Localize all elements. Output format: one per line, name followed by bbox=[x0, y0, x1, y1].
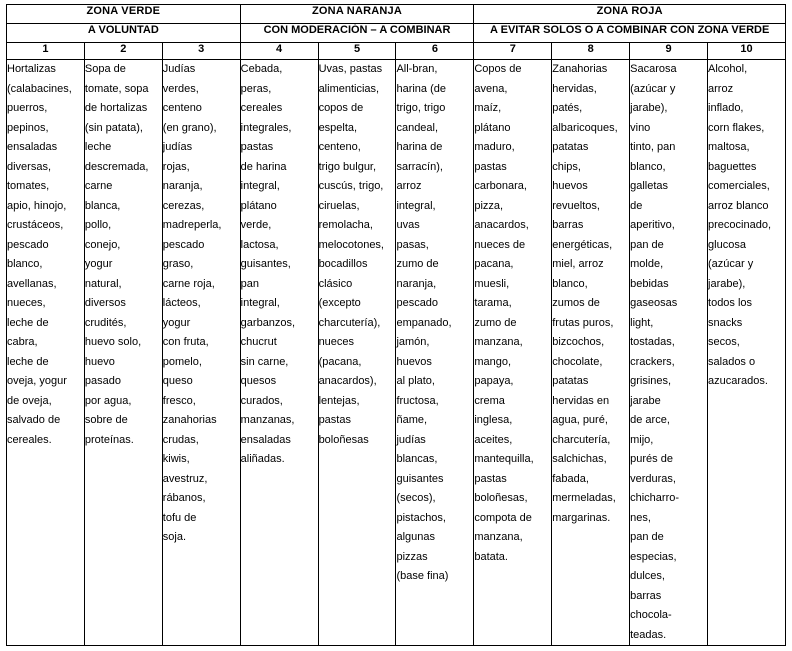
food-line: pastas bbox=[474, 160, 507, 173]
food-line: Sopa de bbox=[84, 63, 126, 75]
food-line: arroz bbox=[396, 180, 422, 192]
food-list-column-10 bbox=[708, 60, 786, 646]
food-line: barras bbox=[630, 589, 662, 602]
food-line: Judías bbox=[162, 63, 196, 75]
food-line: patatas bbox=[552, 141, 589, 153]
food-line: crackers, bbox=[630, 355, 675, 368]
food-line: charcutería), bbox=[318, 316, 381, 329]
column-number-9: 9 bbox=[630, 43, 708, 60]
column-number-10: 10 bbox=[708, 43, 786, 60]
food-line: azucarados. bbox=[708, 375, 768, 387]
food-line: candeal, bbox=[396, 121, 439, 134]
food-line: anacardos, bbox=[474, 219, 529, 231]
food-line: salados o bbox=[708, 355, 756, 368]
column-number-4: 4 bbox=[240, 43, 318, 60]
food-line: crudités, bbox=[84, 316, 127, 329]
food-line: pizzas bbox=[396, 550, 428, 563]
food-line: anacardos), bbox=[318, 375, 377, 387]
column-number-8: 8 bbox=[552, 43, 630, 60]
column-number-2: 2 bbox=[84, 43, 162, 60]
food-list-column-9 bbox=[630, 60, 708, 646]
column-number-6: 6 bbox=[396, 43, 474, 60]
food-line: de oveja, bbox=[7, 394, 52, 407]
food-line: salchichas, bbox=[552, 453, 607, 465]
food-line: natural, bbox=[84, 277, 122, 290]
food-line: charcutería, bbox=[552, 433, 611, 446]
food-line: blanca, bbox=[84, 199, 121, 212]
food-line: barras bbox=[552, 219, 584, 231]
food-list-column-8 bbox=[552, 60, 630, 646]
food-line: snacks bbox=[708, 316, 743, 329]
food-line: zanahorias bbox=[162, 414, 217, 426]
food-line: blanco, bbox=[7, 258, 43, 270]
food-line: de hortalizas bbox=[84, 102, 148, 114]
food-line: judías bbox=[162, 141, 193, 153]
food-line: (azúcar y bbox=[630, 82, 676, 95]
food-line: oveja, yogur bbox=[7, 375, 67, 387]
food-line: garbanzos, bbox=[240, 316, 296, 329]
food-line: compota de bbox=[474, 511, 532, 524]
food-line: verdes, bbox=[162, 82, 199, 95]
food-line: lentejas, bbox=[318, 394, 360, 407]
food-line: inflado, bbox=[708, 102, 744, 114]
food-line: (pacana, bbox=[318, 355, 362, 368]
food-line: descremada, bbox=[84, 160, 149, 173]
food-line: alimenticias, bbox=[318, 82, 380, 95]
food-line: trigo, trigo bbox=[396, 102, 446, 114]
food-line: algunas bbox=[396, 531, 435, 543]
food-line: frutas puros, bbox=[552, 316, 614, 329]
food-line: arroz bbox=[708, 82, 734, 95]
food-line: mango, bbox=[474, 355, 512, 368]
food-line: crudas, bbox=[162, 433, 199, 446]
food-line: manzana, bbox=[474, 336, 523, 348]
food-line: dulces, bbox=[630, 570, 665, 582]
food-line: cereales bbox=[240, 102, 283, 114]
food-line: clásico bbox=[318, 277, 353, 290]
food-line: graso, bbox=[162, 258, 194, 270]
food-line: manzana, bbox=[474, 531, 523, 543]
food-line: fresco, bbox=[162, 394, 196, 407]
food-zones-table bbox=[6, 4, 786, 646]
food-line: pacana, bbox=[474, 258, 514, 270]
food-list-column-7 bbox=[474, 60, 552, 646]
food-line: pan de bbox=[630, 531, 664, 543]
zone-subtitle-row bbox=[7, 24, 786, 43]
food-line: lácteos, bbox=[162, 297, 201, 309]
food-line: patés, bbox=[552, 102, 583, 114]
zone-header-verde: ZONA VERDE bbox=[7, 5, 241, 24]
food-line: nueces bbox=[318, 336, 355, 348]
food-line: centeno bbox=[162, 102, 202, 114]
food-line: pan bbox=[240, 277, 260, 290]
food-line: (sin patata), bbox=[84, 121, 143, 134]
food-line: zumos de bbox=[552, 297, 600, 309]
food-line: plátano bbox=[474, 121, 511, 134]
food-line: salvado de bbox=[7, 414, 61, 426]
food-line: maíz, bbox=[474, 102, 502, 114]
food-line: bebidas bbox=[630, 277, 669, 290]
food-line: tofu de bbox=[162, 511, 197, 524]
food-list-column-5 bbox=[318, 60, 396, 646]
food-line: puerros, bbox=[7, 102, 48, 114]
food-line: yogur bbox=[84, 258, 113, 270]
food-line: lactosa, bbox=[240, 238, 279, 251]
food-line: quesos bbox=[240, 375, 277, 387]
food-line: crema bbox=[474, 394, 505, 407]
food-line: corn flakes, bbox=[708, 121, 765, 134]
food-line: carne bbox=[84, 180, 113, 192]
food-line: apio, hinojo, bbox=[7, 199, 67, 212]
food-line: de harina bbox=[240, 160, 287, 173]
food-list-column-1 bbox=[7, 60, 85, 646]
food-line: cabra, bbox=[7, 336, 38, 348]
food-line: energéticas, bbox=[552, 238, 613, 251]
food-line: light, bbox=[630, 316, 654, 329]
food-line: (secos), bbox=[396, 492, 436, 504]
food-line: maduro, bbox=[474, 141, 515, 153]
food-line: harina (de bbox=[396, 82, 446, 95]
food-line: melocotones, bbox=[318, 238, 384, 251]
food-line: empanado, bbox=[396, 316, 452, 329]
food-line: (excepto bbox=[318, 297, 361, 309]
food-line: gaseosas bbox=[630, 297, 678, 309]
food-line: boloñesas, bbox=[474, 492, 528, 504]
food-line: naranja, bbox=[396, 277, 437, 290]
food-line: cereales. bbox=[7, 433, 52, 446]
food-line: pepinos, bbox=[7, 121, 49, 134]
food-line: ensaladas bbox=[7, 141, 58, 153]
food-line: pizza, bbox=[474, 199, 504, 212]
food-line: teadas. bbox=[630, 628, 667, 641]
zone-subtitle-roja: A EVITAR SOLOS O A COMBINAR CON ZONA VERDE bbox=[474, 24, 786, 43]
column-number-7: 7 bbox=[474, 43, 552, 60]
food-list-column-3 bbox=[162, 60, 240, 646]
food-list-column-4 bbox=[240, 60, 318, 646]
food-line: pescado bbox=[396, 297, 439, 309]
zone-header-row bbox=[7, 5, 786, 24]
food-line: (calabacines, bbox=[7, 82, 72, 95]
food-line: plátano bbox=[240, 199, 277, 212]
food-line: blancas, bbox=[396, 453, 438, 465]
food-line: Alcohol, bbox=[708, 63, 748, 75]
food-line: peras, bbox=[240, 82, 272, 95]
food-line: blanco, bbox=[552, 277, 588, 290]
food-line: tarama, bbox=[474, 297, 512, 309]
food-line: mijo, bbox=[630, 433, 654, 446]
food-line: molde, bbox=[630, 258, 664, 270]
food-line: de bbox=[630, 199, 643, 212]
food-line: nes, bbox=[630, 511, 651, 524]
food-line: cuscús, trigo, bbox=[318, 180, 384, 192]
food-line: blanco, bbox=[630, 160, 666, 173]
food-line: tomates, bbox=[7, 180, 50, 192]
food-line: vino bbox=[630, 121, 651, 134]
food-line: manzanas, bbox=[240, 414, 295, 426]
food-line: pasas, bbox=[396, 238, 429, 251]
food-line: fructosa, bbox=[396, 394, 439, 407]
food-line: Sacarosa bbox=[630, 63, 677, 75]
food-line: madreperla, bbox=[162, 219, 222, 231]
column-number-5: 5 bbox=[318, 43, 396, 60]
zone-header-roja: ZONA ROJA bbox=[474, 5, 786, 24]
food-line: aliñadas. bbox=[240, 453, 285, 465]
food-line: de arce, bbox=[630, 414, 670, 426]
food-line: integral, bbox=[240, 297, 280, 309]
food-line: tostadas, bbox=[630, 336, 675, 348]
food-line: huevo bbox=[84, 355, 115, 368]
food-line: cerezas, bbox=[162, 199, 205, 212]
food-line: leche de bbox=[7, 355, 49, 368]
food-line: albaricoques, bbox=[552, 121, 618, 134]
food-line: con fruta, bbox=[162, 336, 209, 348]
food-line: pollo, bbox=[84, 219, 112, 231]
food-line: precocinado, bbox=[708, 219, 772, 231]
food-line: margarinas. bbox=[552, 511, 611, 524]
food-line: avestruz, bbox=[162, 472, 208, 485]
food-line: revueltos, bbox=[552, 199, 600, 212]
food-line: patatas bbox=[552, 375, 589, 387]
food-line: uvas bbox=[396, 219, 420, 231]
food-line: nueces de bbox=[474, 238, 526, 251]
food-line: sarracín), bbox=[396, 160, 443, 173]
food-line: grisines, bbox=[630, 375, 672, 387]
food-line: integral, bbox=[240, 180, 280, 192]
food-line: pescado bbox=[7, 238, 49, 251]
food-line: ensaladas bbox=[240, 433, 291, 446]
food-line: kiwis, bbox=[162, 453, 190, 465]
food-line: naranja, bbox=[162, 180, 203, 192]
food-list-row bbox=[7, 60, 786, 646]
food-line: todos los bbox=[708, 297, 753, 309]
food-line: proteínas. bbox=[84, 433, 134, 446]
food-line: al plato, bbox=[396, 375, 435, 387]
food-line: integral, bbox=[396, 199, 436, 212]
food-line: chicharro- bbox=[630, 492, 680, 504]
food-line: queso bbox=[162, 375, 193, 387]
food-line: guisantes, bbox=[240, 258, 291, 270]
food-line: huevos bbox=[396, 355, 432, 368]
food-line: batata. bbox=[474, 550, 508, 563]
food-line: chocola- bbox=[630, 609, 672, 621]
food-line: baguettes bbox=[708, 160, 757, 173]
food-line: ciruelas, bbox=[318, 199, 360, 212]
food-line: zumo de bbox=[396, 258, 439, 270]
food-line: leche bbox=[84, 141, 112, 153]
food-line: sin carne, bbox=[240, 355, 289, 368]
food-line: crustáceos, bbox=[7, 219, 64, 231]
food-line: pistachos, bbox=[396, 511, 446, 524]
food-line: secos, bbox=[708, 336, 740, 348]
food-list-column-2 bbox=[84, 60, 162, 646]
food-line: jarabe bbox=[630, 394, 661, 407]
food-line: carbonara, bbox=[474, 180, 527, 192]
food-line: pastas bbox=[318, 414, 351, 426]
food-line: bizcochos, bbox=[552, 336, 605, 348]
food-line: judías bbox=[396, 433, 426, 446]
food-line: mermeladas, bbox=[552, 492, 616, 504]
food-line: integrales, bbox=[240, 121, 292, 134]
food-line: trigo bulgur, bbox=[318, 160, 377, 173]
food-line: inglesa, bbox=[474, 414, 513, 426]
food-line: copos de bbox=[318, 102, 364, 114]
food-line: centeno, bbox=[318, 141, 361, 153]
food-line: rojas, bbox=[162, 160, 190, 173]
food-line: hervidas, bbox=[552, 82, 597, 95]
food-line: por agua, bbox=[84, 394, 132, 407]
food-line: ñame, bbox=[396, 414, 428, 426]
food-line: especias, bbox=[630, 550, 677, 563]
food-line: comerciales, bbox=[708, 180, 770, 192]
food-line: galletas bbox=[630, 180, 669, 192]
food-line: pomelo, bbox=[162, 355, 202, 368]
column-number-3: 3 bbox=[162, 43, 240, 60]
food-line: diversos bbox=[84, 297, 126, 309]
food-line: rábanos, bbox=[162, 492, 206, 504]
food-line: aceites, bbox=[474, 433, 513, 446]
zone-subtitle-naranja: CON MODERACIÓN – A COMBINAR bbox=[240, 24, 474, 43]
food-line: carne roja, bbox=[162, 277, 215, 290]
food-line: Uvas, pastas bbox=[318, 63, 383, 75]
food-line: pastas bbox=[474, 472, 507, 485]
food-line: sobre de bbox=[84, 414, 128, 426]
food-line: purés de bbox=[630, 453, 673, 465]
food-line: (azúcar y bbox=[708, 258, 754, 270]
food-line: Hortalizas bbox=[7, 63, 56, 75]
food-line: yogur bbox=[162, 316, 191, 329]
food-line: pescado bbox=[162, 238, 205, 251]
food-line: huevos bbox=[552, 180, 588, 192]
food-line: (en grano), bbox=[162, 121, 217, 134]
food-line: conejo, bbox=[84, 238, 121, 251]
food-line: bocadillos bbox=[318, 258, 368, 270]
food-line: pastas bbox=[240, 141, 274, 153]
food-line: aperitivo, bbox=[630, 219, 675, 231]
food-line: nueces, bbox=[7, 297, 46, 309]
food-line: Copos de bbox=[474, 63, 522, 75]
food-line: fabada, bbox=[552, 472, 589, 485]
food-line: guisantes bbox=[396, 472, 444, 485]
food-line: chocolate, bbox=[552, 355, 603, 368]
food-line: Cebada, bbox=[240, 63, 283, 75]
zone-subtitle-verde: A VOLUNTAD bbox=[7, 24, 241, 43]
food-line: pasado bbox=[84, 375, 121, 387]
food-line: remolacha, bbox=[318, 219, 373, 231]
food-line: zumo de bbox=[474, 316, 517, 329]
food-line: Zanahorias bbox=[552, 63, 608, 75]
food-line: tinto, pan bbox=[630, 141, 676, 153]
column-number-1: 1 bbox=[7, 43, 85, 60]
food-line: muesli, bbox=[474, 277, 510, 290]
food-line: miel, arroz bbox=[552, 258, 604, 270]
zone-header-naranja: ZONA NARANJA bbox=[240, 5, 474, 24]
food-line: jarabe), bbox=[630, 102, 668, 114]
food-line: espelta, bbox=[318, 121, 358, 134]
food-line: verduras, bbox=[630, 472, 676, 485]
food-line: huevo solo, bbox=[84, 336, 142, 348]
food-line: verde, bbox=[240, 219, 272, 231]
food-line: chucrut bbox=[240, 336, 277, 348]
food-line: glucosa bbox=[708, 238, 746, 251]
food-line: pan de bbox=[630, 238, 664, 251]
food-line: chips, bbox=[552, 160, 581, 173]
food-line: (base fina) bbox=[396, 570, 449, 582]
food-line: agua, puré, bbox=[552, 414, 608, 426]
food-line: boloñesas bbox=[318, 433, 369, 446]
food-line: All-bran, bbox=[396, 63, 438, 75]
food-line: avena, bbox=[474, 82, 508, 95]
food-line: maltosa, bbox=[708, 141, 750, 153]
food-line: tomate, sopa bbox=[84, 82, 149, 95]
food-line: jamón, bbox=[396, 336, 430, 348]
food-line: jarabe), bbox=[708, 277, 746, 290]
food-line: mantequilla, bbox=[474, 453, 534, 465]
column-number-row bbox=[7, 43, 786, 60]
food-line: leche de bbox=[7, 316, 49, 329]
food-line: hervidas en bbox=[552, 394, 610, 407]
food-line: papaya, bbox=[474, 375, 514, 387]
food-line: diversas, bbox=[7, 160, 52, 173]
food-list-column-6 bbox=[396, 60, 474, 646]
food-line: arroz blanco bbox=[708, 199, 769, 212]
food-line: curados, bbox=[240, 394, 283, 407]
food-line: soja. bbox=[162, 531, 187, 543]
food-line: harina de bbox=[396, 141, 443, 153]
food-line: avellanas, bbox=[7, 277, 57, 290]
